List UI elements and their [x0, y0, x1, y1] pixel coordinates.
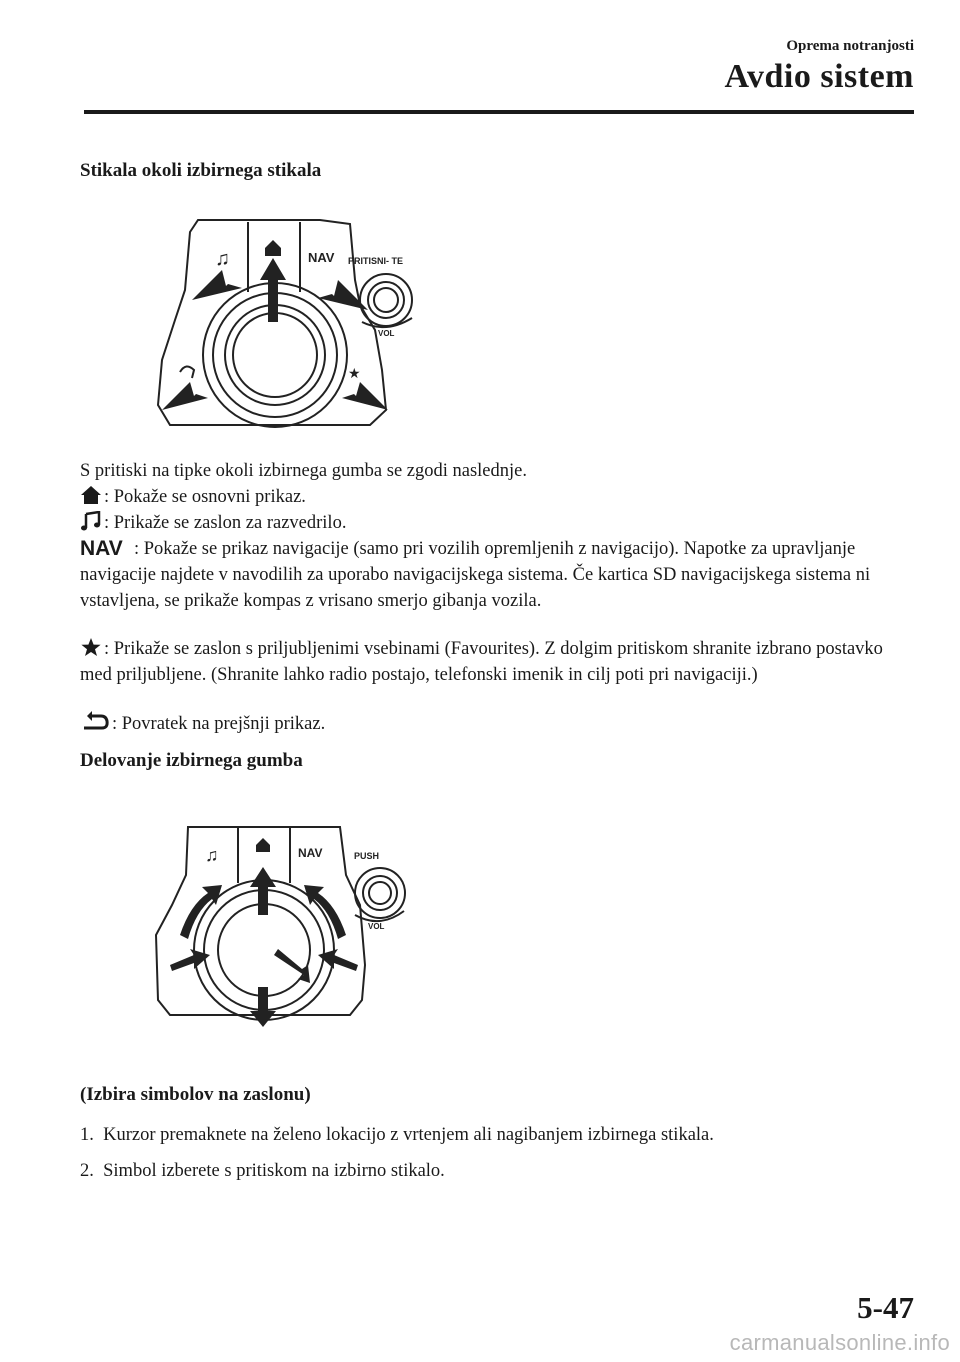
item-star	[80, 636, 915, 688]
item-home-text: : Pokaže se osnovni prikaz.	[104, 487, 306, 507]
svg-text:♫: ♫	[205, 845, 219, 865]
svg-text:★: ★	[348, 367, 361, 382]
header-title: Avdio sistem	[724, 58, 914, 95]
header-section: Oprema notranjosti	[786, 38, 914, 54]
section-title-operation: Delovanje izbirnega gumba	[80, 750, 303, 771]
item-nav-text: : Pokaže se prikaz navigacije (samo pri vozilih opremljenih z navigacijo). Napotke za upravljanje navigacije najdete v navodilih za uporabo navigacijskega sistema. Če kartica SD navigacijskega sistema ni vstavljena, se prikaže kompas z vrisano smerjo gibanja vozila.	[80, 539, 871, 611]
item-star-text: : Prikaže se zaslon s priljubljenimi vsebinami (Favourites). Z dolgim pritiskom shranite izbrano postavko med priljubljene. (Shranite lahko radio postajo, telefonski imenik in cilj poti pri navigaciji.)	[80, 639, 883, 685]
item-music-text: : Prikaže se zaslon za razvedrilo.	[104, 513, 347, 533]
vol-label-2: VOL	[368, 922, 385, 931]
home-icon	[80, 485, 102, 505]
step-text: Simbol izberete s pritiskom na izbirno stikalo.	[103, 1161, 445, 1181]
item-music	[80, 510, 915, 536]
item-home	[80, 484, 915, 510]
star-icon	[80, 637, 102, 657]
nav-label: NAV	[308, 250, 335, 265]
push-label: PRITISNI- TE	[348, 256, 404, 266]
intro-paragraph: S pritiski na tipke okoli izbirnega gumba se zgodi naslednje.	[80, 461, 527, 481]
step-1	[80, 1122, 915, 1148]
section-title-selection: (Izbira simbolov na zaslonu)	[80, 1084, 311, 1105]
vol-label: VOL	[378, 329, 395, 338]
item-back	[80, 710, 915, 737]
svg-text:PRITISNI- TE	[348, 256, 403, 266]
step-2	[80, 1158, 915, 1184]
step-number: 1.	[80, 1125, 94, 1145]
header-rule	[84, 110, 914, 114]
commander-knob-figure	[150, 815, 420, 1030]
push-label-2: PUSH	[354, 851, 380, 861]
back-icon	[80, 710, 110, 732]
page-number: 5-47	[857, 1290, 914, 1325]
nav-label-2: NAV	[298, 846, 323, 860]
nav-icon	[80, 537, 132, 557]
commander-switch-figure	[150, 210, 440, 440]
step-number: 2.	[80, 1161, 94, 1181]
item-back-text: : Povratek na prejšnji prikaz.	[112, 714, 326, 734]
step-text: Kurzor premaknete na želeno lokacijo z vrtenjem ali nagibanjem izbirnega stikala.	[103, 1125, 714, 1145]
svg-text:♫: ♫	[215, 248, 230, 270]
music-icon	[80, 511, 102, 531]
footer-watermark: carmanualsonline.info	[729, 1330, 950, 1355]
svg-text:NAV: NAV	[80, 537, 123, 557]
item-nav	[80, 536, 915, 614]
section-title-switches: Stikala okoli izbirnega stikala	[80, 160, 322, 181]
